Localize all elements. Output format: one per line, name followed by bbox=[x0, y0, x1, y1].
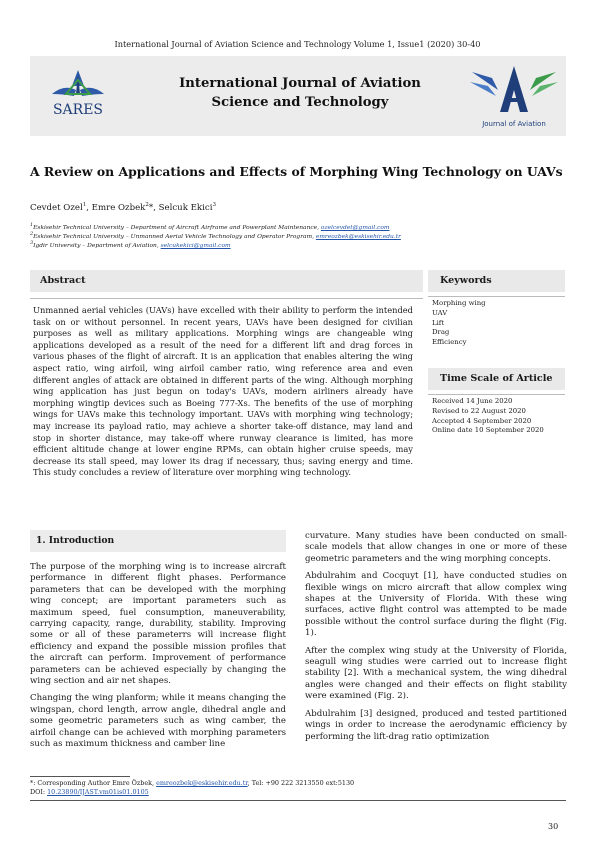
time-scale-item: Received 14 June 2020 bbox=[432, 397, 513, 405]
doi-link[interactable]: 10.23890/IJAST.vm01is01.0105 bbox=[47, 787, 149, 796]
author-1-sup: 1 bbox=[82, 202, 87, 208]
time-scale-header bbox=[428, 368, 565, 390]
abstract-header bbox=[30, 270, 423, 292]
keyword-item: Efficiency bbox=[432, 338, 467, 347]
author-1: Cevdet Ozel bbox=[30, 202, 83, 213]
journal-title-line1: International Journal of Aviation bbox=[179, 76, 421, 91]
running-head: International Journal of Aviation Science and Technology Volume 1, Issue1 (2020) 30-40 bbox=[114, 39, 481, 49]
keywords-list bbox=[432, 299, 486, 348]
affiliation-1-sup: 1 bbox=[30, 222, 34, 228]
affiliation-1-text: Eskisehir Technical University – Department of Aircraft Airframe and Powerplant Maintenance, bbox=[33, 224, 321, 231]
doi-label: DOI: bbox=[30, 787, 48, 796]
doi-line bbox=[30, 788, 354, 797]
article-title: A Review on Applications and Effects of Morphing Wing Technology on UAVs bbox=[30, 164, 563, 179]
footnote-prefix: *: Corresponding Author Emre Özbek, bbox=[30, 779, 157, 787]
affiliation-1 bbox=[30, 222, 390, 231]
journal-banner bbox=[30, 56, 566, 136]
page-bottom-divider bbox=[30, 800, 566, 801]
keyword-item: UAV bbox=[432, 308, 448, 317]
corresponding-author-line bbox=[30, 779, 354, 788]
time-scale-item: Online date 10 September 2020 bbox=[432, 426, 544, 435]
body-paragraph: Changing the wing planform; while it means changing the wingspan, chord length, arrow angle, dihedral angle and some geometric parameters such as wing camber, the airfoil change can be achieved with morphing parameters such as maximum thickness and camber line bbox=[30, 693, 286, 750]
body-paragraph: curvature. Many studies have been conducted on small-scale models that allow changes in one or more of these geometric parameters and the wing morphing concepts. bbox=[305, 531, 567, 564]
journal-title-line2: Science and Technology bbox=[211, 95, 389, 110]
sares-logo-text: SARES bbox=[52, 102, 104, 118]
time-scale-list bbox=[432, 397, 544, 436]
time-scale-divider bbox=[428, 394, 565, 395]
journal-of-aviation-logo-icon bbox=[468, 60, 560, 132]
keywords-header bbox=[428, 270, 565, 292]
time-scale-item: Revised to 22 August 2020 bbox=[432, 406, 526, 415]
affiliation-3-email[interactable]: selcukekici@gmail.com bbox=[160, 242, 231, 249]
time-scale-heading: Time Scale of Article bbox=[440, 373, 553, 384]
affiliation-2-text: Eskisehir Technical University – Unmanned Aerial Vehicle Technology and Operator Program, bbox=[33, 233, 316, 240]
affiliation-2-sup: 2 bbox=[30, 231, 34, 237]
author-3: *, Selcuk Ekici bbox=[148, 202, 213, 213]
keyword-item: Lift bbox=[432, 318, 445, 327]
footnote bbox=[30, 779, 354, 796]
author-2: , Emre Ozbek bbox=[86, 202, 146, 213]
corresponding-email-link[interactable]: emreozbek@eskisehir.edu.tr bbox=[156, 779, 248, 787]
keyword-item: Drag bbox=[432, 328, 450, 337]
right-column bbox=[305, 531, 567, 749]
keywords-heading: Keywords bbox=[440, 275, 492, 286]
page-number: 30 bbox=[548, 822, 559, 831]
affiliation-3-sup: 3 bbox=[30, 240, 34, 246]
introduction-header bbox=[30, 530, 286, 552]
affiliation-2 bbox=[30, 231, 401, 240]
author-3-sup: 3 bbox=[212, 202, 216, 208]
time-scale-item: Accepted 4 September 2020 bbox=[432, 416, 532, 425]
footnote-phone: , Tel: +90 222 3213550 ext:5130 bbox=[247, 779, 355, 787]
introduction-heading: 1. Introduction bbox=[36, 535, 115, 546]
footnote-divider bbox=[30, 776, 130, 777]
keywords-divider bbox=[428, 296, 565, 297]
author-2-sup: 2 bbox=[145, 202, 149, 208]
affiliation-3 bbox=[30, 240, 231, 249]
body-paragraph: Abdulrahim and Cocquyt [1], have conducted studies on flexible wings on micro aircraft that allow complex wing shapes at the University of Florida. With these wing surfaces, active flight control was attempted to be made possible without the control surface during the flight (Fig. 1). bbox=[305, 571, 567, 639]
affiliation-2-email[interactable]: emreozbek@eskisehir.edu.tr bbox=[315, 233, 401, 240]
author-list bbox=[30, 202, 216, 213]
body-paragraph: Abdulrahim [3] designed, produced and tested partitioned wings in order to increase the aerodynamic efficiency by performing the lift-drag ratio optimization bbox=[305, 708, 567, 742]
journal-of-aviation-text: Journal of Aviation bbox=[482, 120, 546, 128]
body-paragraph: The purpose of the morphing wing is to increase aircraft performance in different flight phases. Performance parameters that can be developed with the morphing wing concept; are important parameters such as maximum speed, fuel consumption, maneuverability, carrying capacity, range, durability, stability. Improving some or all of these parameterrs will increase flight efficiency and expand the possible mission profiles that the aircraft can perform. Improvement of performance parameters can be achieved especially by changing the wing section and air net shapes. bbox=[30, 562, 286, 687]
body-paragraph: After the complex wing study at the University of Florida, seagull wing studies were carried out to increase flight stability [2]. With a mechanical system, the wing dihedral angles were changed and their effects on flight stability were examined (Fig. 2). bbox=[305, 645, 567, 702]
left-column bbox=[30, 562, 286, 757]
affiliation-3-text: Igdir University – Department of Aviation, bbox=[33, 242, 161, 249]
journal-title bbox=[170, 74, 430, 112]
keyword-item: Morphing wing bbox=[432, 299, 486, 307]
sares-logo-icon bbox=[38, 64, 118, 128]
affiliation-1-email[interactable]: ozelcevdet@gmail.com bbox=[320, 224, 390, 231]
abstract-text: Unmanned aerial vehicles (UAVs) have excelled with their ability to perform the intended task on or without personnel. In recent years, UAVs have been designed for civilian purposes as well as military applications. Morphing wings are changeable wing applications developed as a result of the need for a different lift and drag forces in various phases of the flight of aircraft. It is an application that enables altering the wing aspect ratio, wing airfoil, wing airfoil camber ratio, wing reference area and even different angles of attack are obtained in different parts of the wing. Although morphing wing application has just begun on today's UAVs, modern airliners already have morphing wingtip devices such as Boeing 777-Xs. The benefits of the use of morphing wings for UAVs make this technology important. UAVs with morphing wing technology; may increase its payload ratio, may achieve a shorter take-off distance, may land and stop in shorter distance, may take-off where runway clearance is limited, has more efficient altitude change at lower engine RPMs, can obtain higher cruise speeds, may decrease its stall speed, may lower its drag if necessary, thus; saving energy and time. This study concludes a review of literature over morphing wing technology. bbox=[33, 305, 413, 478]
abstract-heading: Abstract bbox=[40, 275, 86, 286]
